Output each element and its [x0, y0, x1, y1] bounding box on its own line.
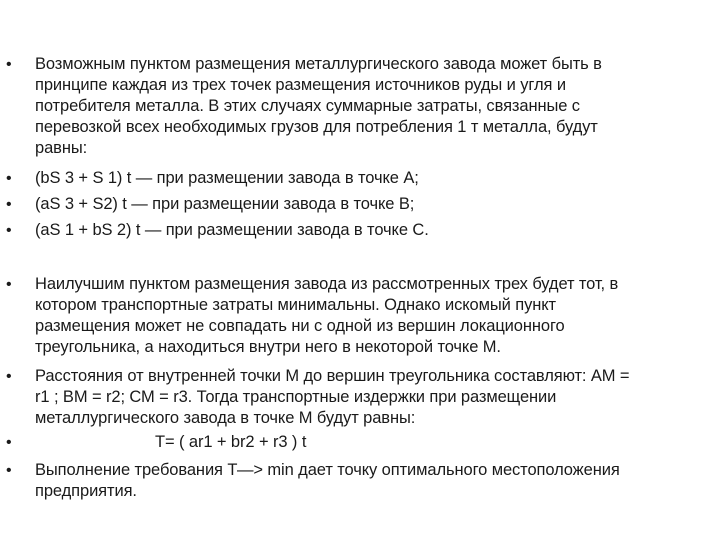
- text-line: r1 ; ВМ = r2; СМ = r3. Тогда транспортные издержки при размещении: [35, 388, 557, 406]
- bullet-text: [35, 274, 695, 358]
- text-line: Расстояния от внутренней точки М до вершин треугольника составляют: AM =: [35, 367, 630, 385]
- text-line: размещения может не совпадать ни с одной из вершин локационного: [35, 317, 565, 335]
- text-line: Возможным пунктом размещения металлургического завода может быть в: [35, 55, 602, 73]
- text-line: треугольника, а находиться внутри него в некоторой точке М.: [35, 338, 501, 356]
- text-line: (bS 3 + S 1) t — при размещении завода в точке А;: [35, 169, 419, 187]
- text-line: предприятия.: [35, 482, 137, 500]
- bullet-dot: •: [6, 368, 12, 385]
- text-line: металлургического завода в точке М будут равны:: [35, 409, 416, 427]
- text-line: Наилучшим пунктом размещения завода из рассмотренных трех будет тот, в: [35, 275, 619, 293]
- text-line: (aS 3 + S2) t — при размещении завода в точке В;: [35, 195, 415, 213]
- bullet-dot: •: [6, 434, 12, 451]
- bullet-text: [35, 460, 695, 502]
- text-line: котором транспортные затраты минимальны. Однако искомый пункт: [35, 296, 556, 314]
- text-line: равны:: [35, 139, 88, 157]
- bullet-dot: •: [6, 196, 12, 213]
- text-line: принципе каждая из трех точек размещения источников руды и угля и: [35, 76, 566, 94]
- formula-line: T= ( ar1 + br2 + r3 ) t: [155, 433, 307, 451]
- bullet-dot: •: [6, 276, 12, 293]
- text-line: перевозкой всех необходимых грузов для потребления 1 т металла, будут: [35, 118, 598, 136]
- text-line: (aS 1 + bS 2) t — при размещении завода в точке С.: [35, 221, 429, 239]
- bullet-text: [35, 366, 695, 429]
- text-line: Выполнение требования Т—> min дает точку оптимального местоположения: [35, 461, 620, 479]
- bullet-dot: •: [6, 222, 12, 239]
- bullet-text: [35, 432, 695, 453]
- bullet-text: [35, 168, 695, 189]
- bullet-text: [35, 220, 695, 241]
- bullet-dot: •: [6, 170, 12, 187]
- text-line: потребителя металла. В этих случаях суммарные затраты, связанные с: [35, 97, 580, 115]
- bullet-text: [35, 54, 695, 159]
- bullet-dot: •: [6, 462, 12, 479]
- bullet-text: [35, 194, 695, 215]
- bullet-dot: •: [6, 56, 12, 73]
